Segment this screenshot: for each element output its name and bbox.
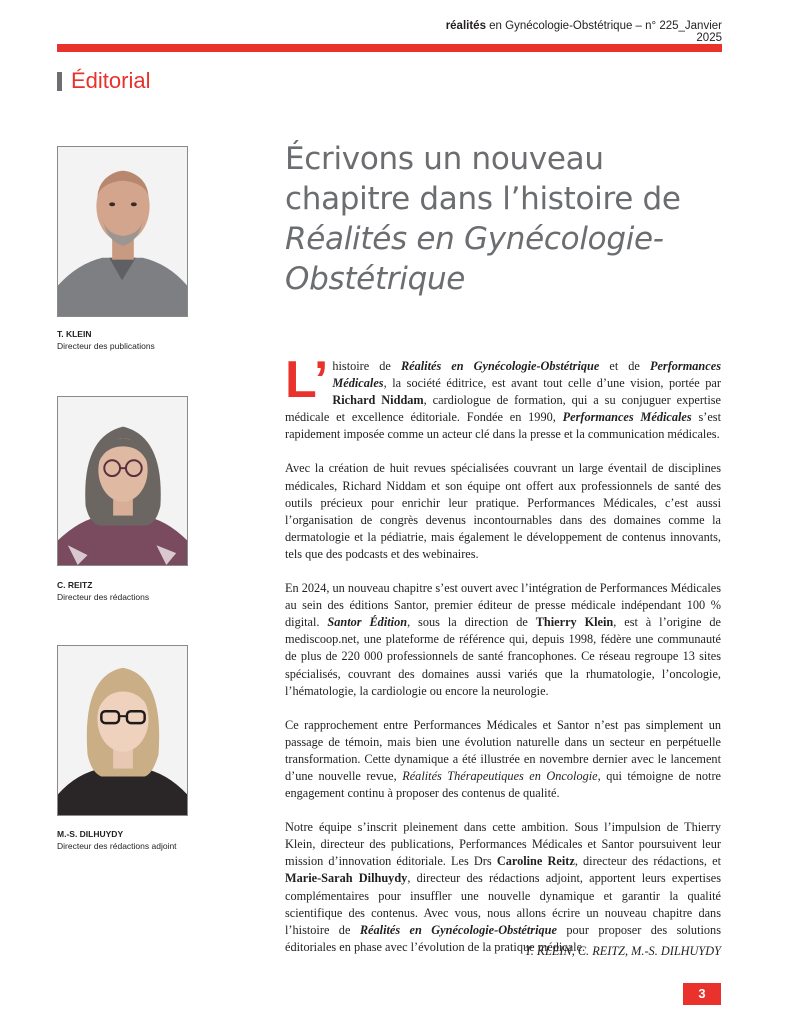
text-run: En 2024, un nouveau chapitre s’est ouvert avec l’intégration de Performances Médicales au sein des éditions Santor, premier éditeur de presse médicale indépendant 100 % digital.: [285, 581, 721, 630]
text-run: , qui témoigne de notre engagement continu à proposer des contenus de qualité.: [285, 768, 722, 801]
text-run: , la société éditrice, est avant tout celle d’une vision, portée par: [383, 376, 721, 391]
author-photo-klein: [57, 146, 188, 317]
text-run: , directeur des rédactions adjoint, apportent leurs expertises complémentaires pour insuffler une nouvelle dynamique et garantir la qualité scientifique des contenus. Avec vous, nous allons écrire un nouveau chapitre dans l’histoire de: [285, 871, 722, 937]
text-run: , est à l’origine de mediscoop.net, une plateforme de référence qui, depuis 1998, fédère une communauté de plus de 220 000 professionnels de santé francophones. Ce réseau regroupe 13 sites spécialisés, couvrant des domaines aussi variés que la rhumatologie, l’oncologie, l’hématologie, la cardiologie ou encore la neurologie.: [285, 615, 722, 698]
author-name: T. KLEIN: [57, 329, 92, 339]
title-italic: Réalités en Gynécologie-Obstétrique: [285, 221, 664, 297]
text-run: Ce rapprochement entre Performances Médicales et Santor n’est pas simplement un passage de témoin, mais bien une évolution naturelle dans un secteur en perpétuelle transformation. Cette dynamique a été illustrée en novembre dernier avec le lancement d’une nouvelle revue,: [285, 717, 721, 783]
drop-cap: L’: [285, 351, 329, 409]
journal-name: réalités: [445, 20, 486, 32]
paragraph-4: [285, 717, 721, 802]
text-run: Avec la création de huit revues spécialisées couvrant un large éventail de disciplines médicales, Richard Niddam et son équipe ont offert aux professionnels de santé des outils précieux pour enrichir leur pratique. Performances Médicales, c’est aussi l’organisation de congrès devenus incontournables dans des domaines comme la dermatologie et la pédiatrie, mais également le développement de contenus innovants, tels que des podcasts et des webinaires.: [285, 461, 721, 561]
paragraph-1: [285, 351, 721, 443]
text-run: Caroline Reitz: [496, 854, 575, 869]
section-heading: [57, 68, 150, 94]
paragraph-2: [285, 460, 721, 563]
text-run: Thierry Klein: [535, 615, 614, 630]
text-run: Santor Édition: [327, 615, 408, 630]
text-run: Réalités en Gynécologie-Obstétrique: [400, 359, 600, 373]
text-run: Réalités Thérapeutiques en Oncologie: [402, 768, 598, 783]
text-run: et de: [599, 359, 650, 373]
text-run: Réalités en Gynécologie-Obstétrique: [359, 922, 557, 937]
text-run: pour proposer des solutions éditoriales en phase avec l’évolution de la pratique médicale.: [285, 922, 721, 954]
text-run: , cardiologue de formation, qui a su conjuguer expertise médicale et excellence éditoriale. Fondée en 1990,: [285, 393, 721, 425]
paragraph-text: [285, 820, 721, 954]
text-run: Richard Niddam: [332, 393, 424, 408]
journal-issue: en Gynécologie-Obstétrique – n° 225_Janvier 2025: [485, 20, 722, 44]
author-role: Directeur des rédactions adjoint: [57, 841, 177, 851]
text-run: Notre équipe s’inscrit pleinement dans cette ambition. Sous l’impulsion de Thierry Klein, directeur des publications, Performances Médicales et Santor poursuivent leur mission d’innovation éditoriale. Les Drs: [285, 820, 721, 869]
article-body: [285, 351, 722, 973]
signature: T. KLEIN, C. REITZ, M.-S. DILHUYDY: [524, 944, 721, 958]
text-run: Performances Médicales: [562, 410, 692, 425]
author-name: M.-S. DILHUYDY: [57, 829, 124, 839]
title-plain: Écrivons un nouveau chapitre dans l’histoire de: [285, 141, 681, 217]
paragraph-5: [285, 819, 721, 956]
author-role: Directeur des publications: [57, 341, 155, 351]
text-run: Marie-Sarah Dilhuydy: [285, 871, 408, 886]
text-run: histoire de: [332, 359, 401, 373]
section-marker: [57, 72, 62, 91]
paragraph-text: [285, 581, 721, 698]
paragraph-text: [285, 351, 721, 442]
journal-header: [420, 20, 722, 44]
text-run: , sous la direction de: [407, 615, 536, 630]
article-title: [285, 139, 715, 299]
section-title: Éditorial: [71, 68, 151, 93]
text-run: , directeur des rédactions, et: [574, 854, 721, 869]
author-photo-reitz: [57, 396, 188, 566]
author-role: Directeur des rédactions: [57, 592, 150, 602]
page-number: 3: [683, 983, 721, 1005]
text-run: Performances Médicales: [332, 359, 721, 391]
paragraph-text: [285, 461, 721, 560]
author-photo-dilhuydy: [57, 645, 188, 816]
paragraph-3: [285, 580, 721, 700]
header-rule: [57, 44, 722, 52]
text-run: s’est rapidement imposée comme un acteur clé dans la presse et la communication médicales.: [285, 410, 721, 442]
paragraph-text: [285, 718, 721, 800]
author-name: C. REITZ: [57, 580, 93, 590]
